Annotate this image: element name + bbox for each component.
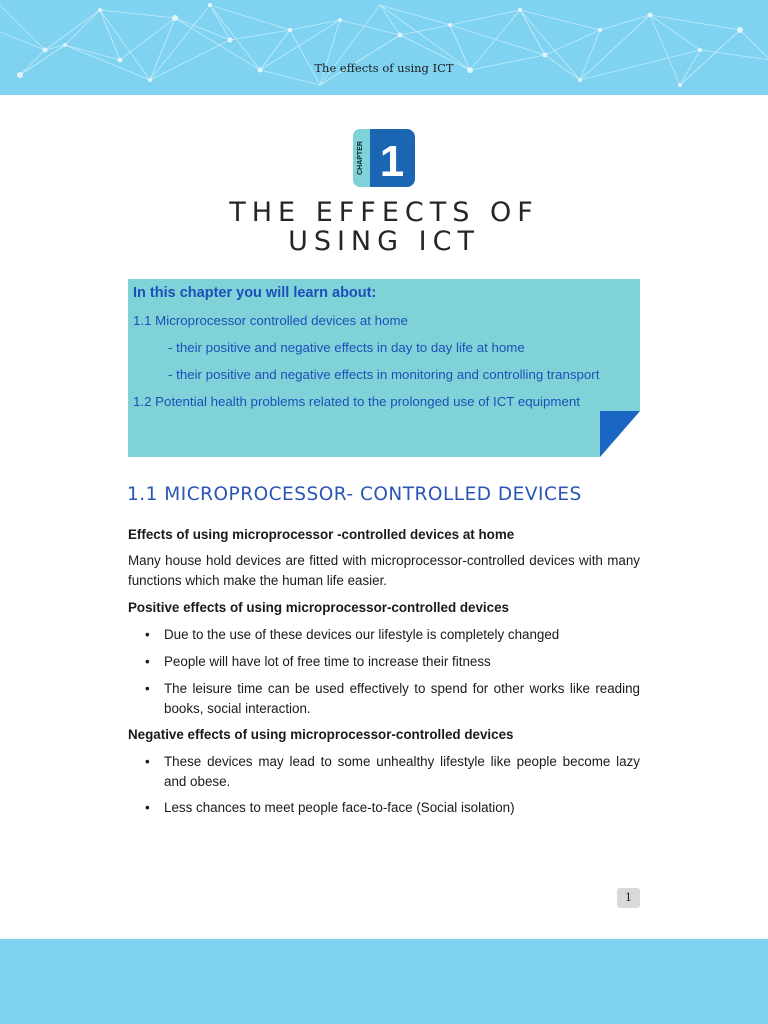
footer-band [0,939,768,1024]
list-item-text: These devices may lead to some unhealthy lifestyle like people become lazy and obese. [164,754,640,789]
chapter-title-line-2: USING ICT [288,226,480,257]
chapter-number: 1 [379,137,405,186]
list-item-text: People will have lot of free time to increase their fitness [164,654,491,669]
chapter-title [0,198,768,256]
chapter-badge [352,128,416,188]
positive-effects-heading: Positive effects of using microprocessor-controlled devices [128,600,509,615]
bullet-icon: • [145,654,150,669]
list-item [145,679,640,719]
list-item-text: Less chances to meet people face-to-face (Social isolation) [164,800,515,815]
list-item [145,652,640,672]
learning-objectives-heading: In this chapter you will learn about: [133,285,377,301]
list-item-text: The leisure time can be used effectively to spend for other works like reading books, social interaction. [164,681,640,716]
learning-item: 1.2 Potential health problems related to the prolonged use of ICT equipment [133,394,580,409]
list-item [145,752,640,792]
chapter-label: CHAPTER [357,141,364,175]
negative-effects-heading: Negative effects of using microprocessor-controlled devices [128,727,514,742]
bullet-icon: • [145,754,150,769]
learning-item: - their positive and negative effects in day to day life at home [168,340,525,355]
running-header-title: The effects of using ICT [314,61,454,75]
learning-item: - their positive and negative effects in monitoring and controlling transport [168,367,600,382]
bullet-icon: • [145,627,150,642]
header-band [0,0,768,95]
subsection-heading: Effects of using microprocessor -controlled devices at home [128,527,515,542]
list-item-text: Due to the use of these devices our lifestyle is completely changed [164,627,560,642]
learning-item: 1.1 Microprocessor controlled devices at home [133,313,408,328]
bullet-icon: • [145,800,150,815]
learning-objectives-box [128,279,640,457]
list-item [145,625,640,645]
intro-paragraph: Many house hold devices are fitted with microprocessor-controlled devices with many functions which make the human life easier. [128,553,640,588]
list-item [145,798,640,818]
bullet-icon: • [145,681,150,696]
chapter-title-line-1: THE EFFECTS OF [229,197,539,228]
network-pattern [0,0,768,95]
page-fold-corner [600,411,640,457]
page-number: 1 [617,888,640,908]
section-heading: 1.1 MICROPROCESSOR- CONTROLLED DEVICES [127,484,582,505]
